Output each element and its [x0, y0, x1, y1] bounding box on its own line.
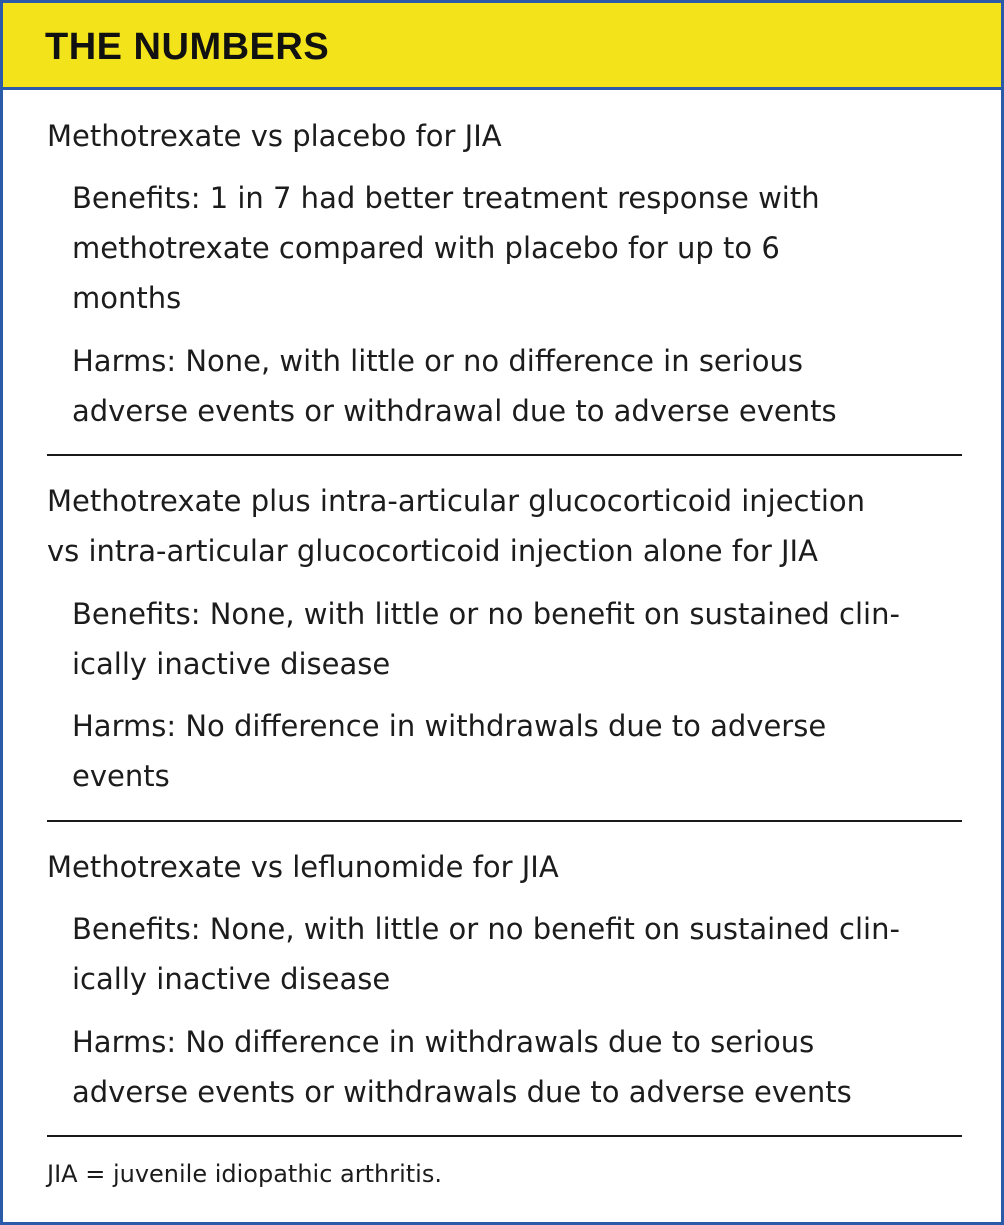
section-1-harms-line-1: Harms: None, with little or no difference in serious	[72, 344, 803, 378]
section-3-harms-line-2: adverse events or withdrawals due to adverse events	[72, 1075, 852, 1109]
section-1-benefits-line-1: Benefits: 1 in 7 had better treatment response with	[72, 181, 820, 215]
section-2-heading-line-1: Methotrexate plus intra-articular glucocorticoid injection	[47, 484, 866, 518]
section-2-heading-line-2: vs intra-articular glucocorticoid injection alone for JIA	[47, 534, 818, 568]
section-3-heading: Methotrexate vs leflunomide for JIA	[47, 850, 559, 884]
section-divider-2	[47, 820, 962, 822]
section-3-harms-line-1: Harms: No difference in withdrawals due to serious	[72, 1025, 815, 1059]
section-1-benefits-line-3: months	[72, 281, 182, 315]
box-header	[3, 3, 1001, 90]
section-1-harms-line-2: adverse events or withdrawal due to adverse events	[72, 394, 837, 428]
section-3-benefits-line-1: Benefits: None, with little or no benefit on sustained clin-	[72, 912, 900, 946]
section-2-benefits-line-1: Benefits: None, with little or no benefit on sustained clin-	[72, 597, 900, 631]
section-2-benefits-line-2: ically inactive disease	[72, 647, 391, 681]
footnote: JIA = juvenile idiopathic arthritis.	[47, 1160, 442, 1188]
section-divider-3	[47, 1135, 962, 1137]
box-title: THE NUMBERS	[45, 26, 330, 68]
section-2-harms-line-2: events	[72, 759, 170, 793]
section-divider-1	[47, 454, 962, 456]
section-1-benefits-line-2: methotrexate compared with placebo for up to 6	[72, 231, 780, 265]
section-1-heading: Methotrexate vs placebo for JIA	[47, 119, 502, 153]
section-3-benefits-line-2: ically inactive disease	[72, 962, 391, 996]
section-2-harms-line-1: Harms: No difference in withdrawals due to adverse	[72, 709, 827, 743]
